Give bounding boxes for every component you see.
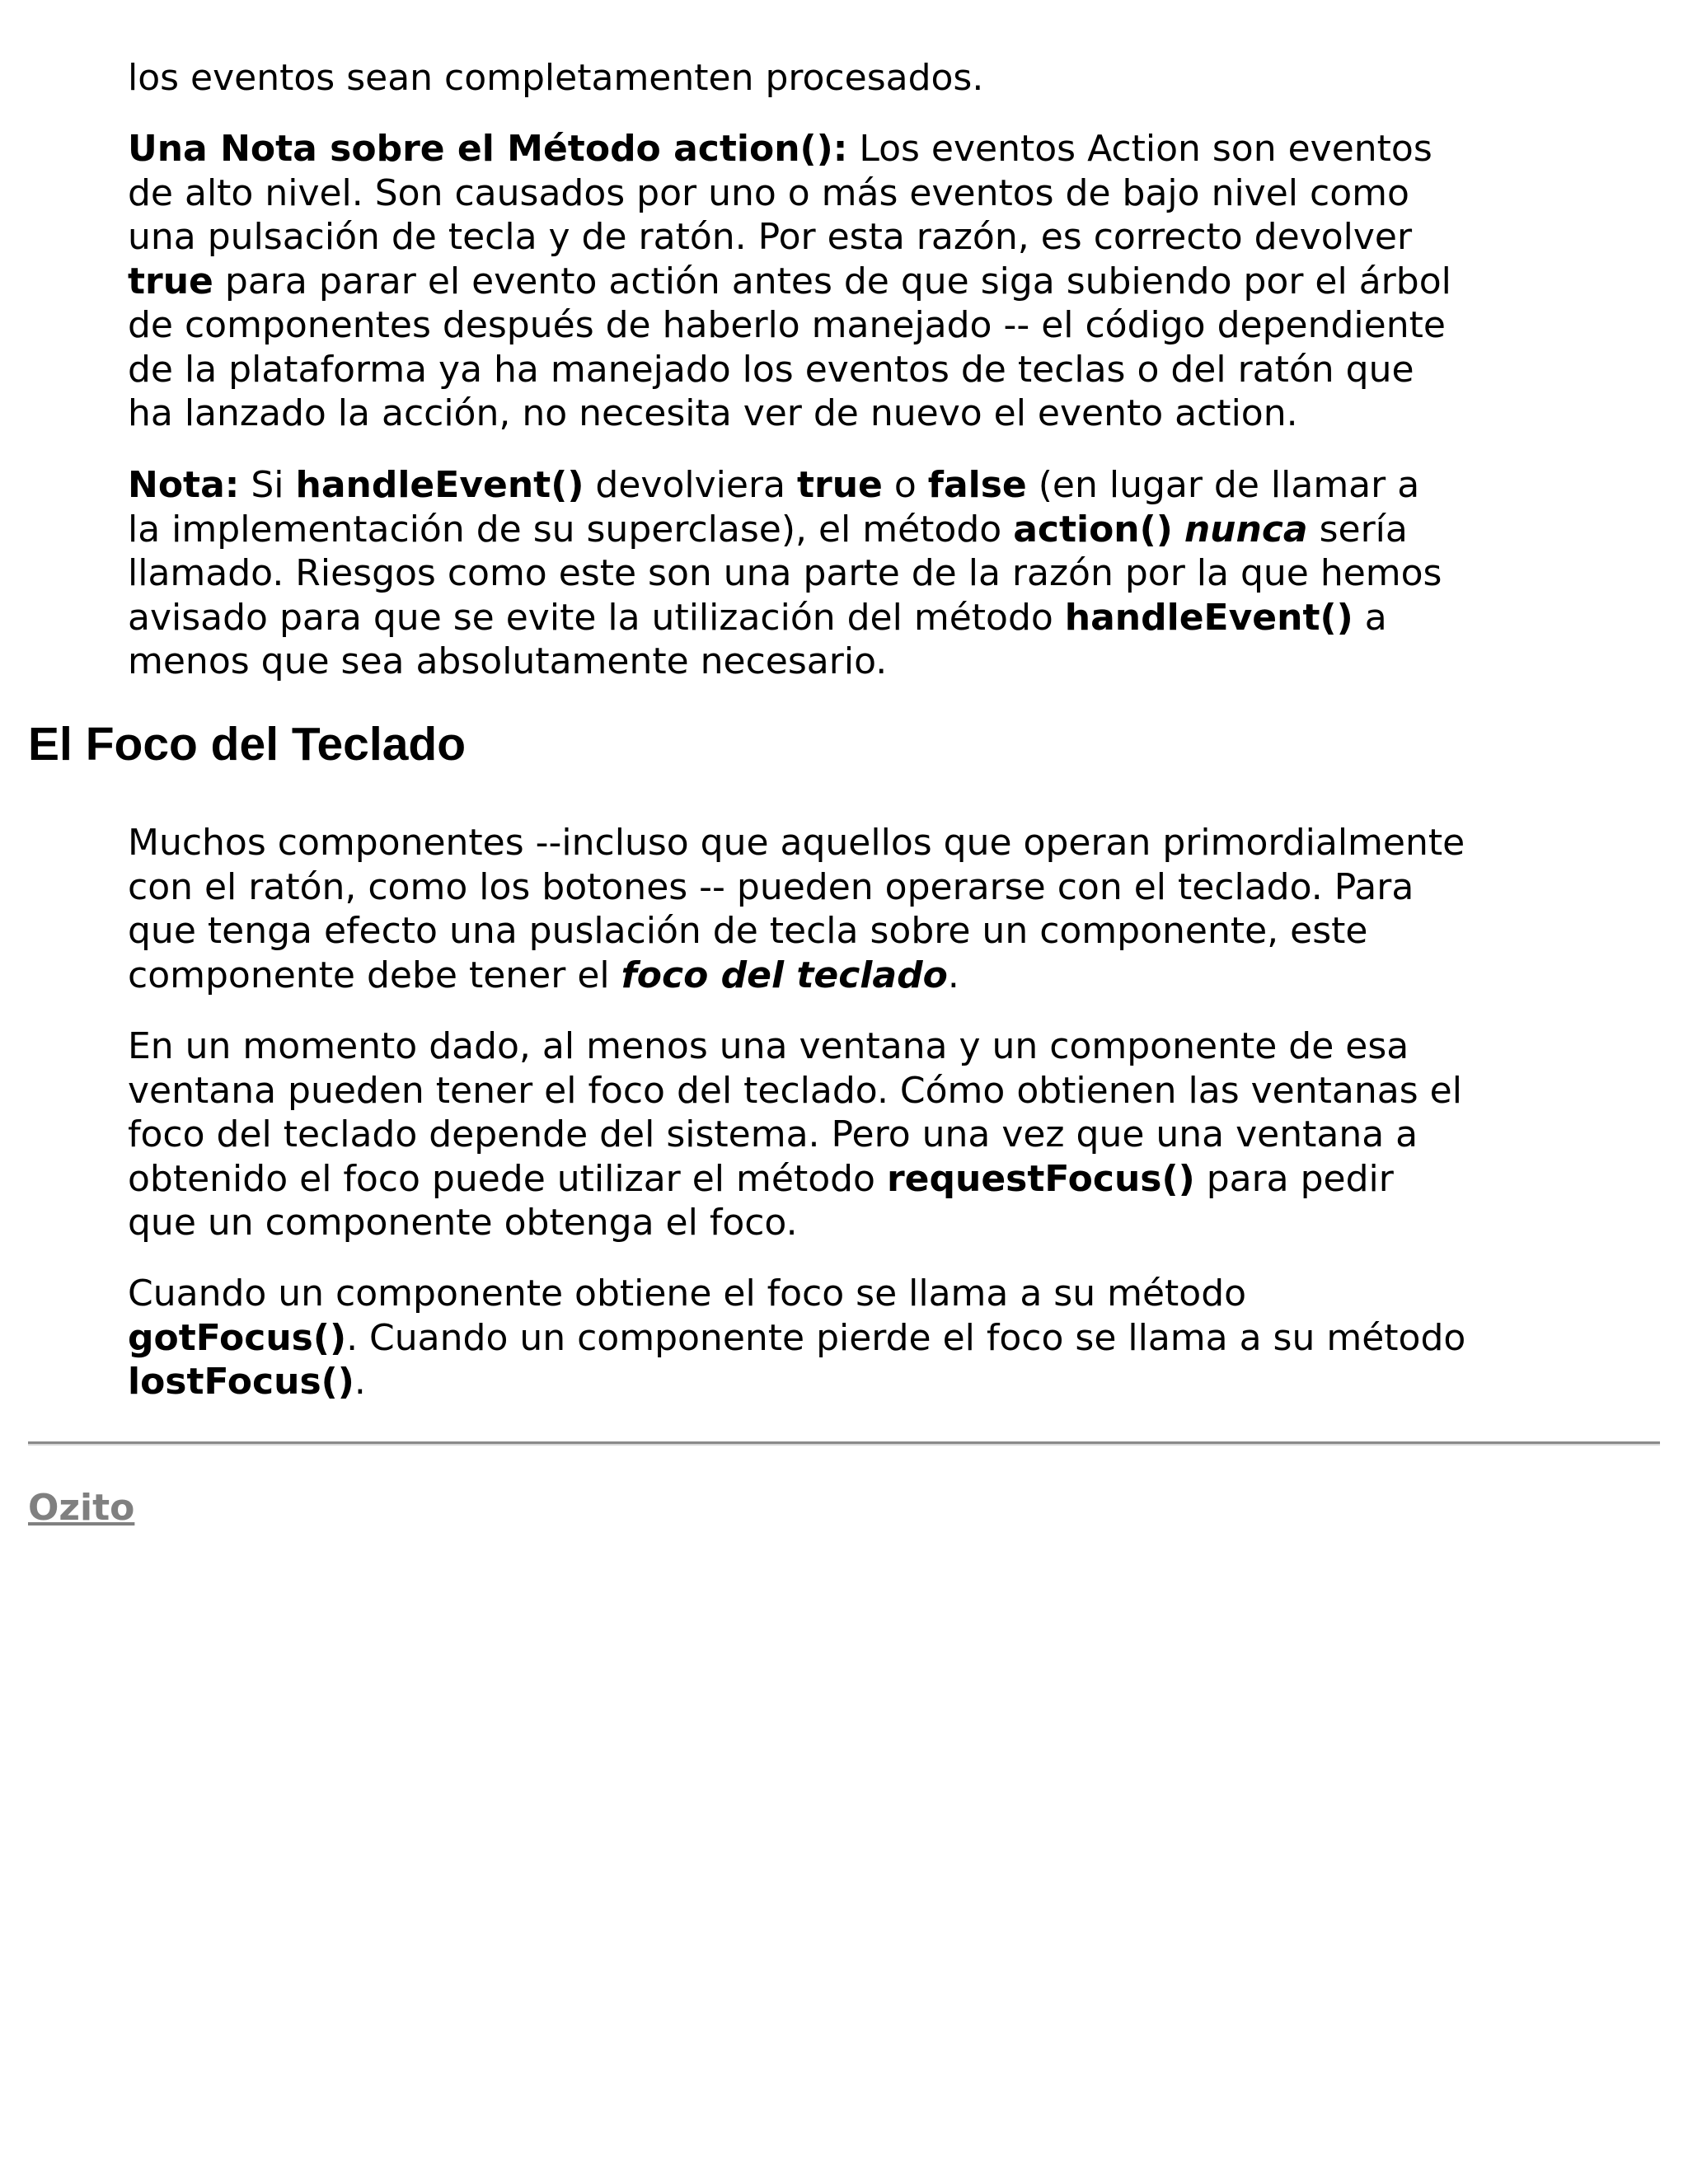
text-line: de la plataforma ya ha manejado los eventos de teclas o del ratón que: [128, 348, 1414, 391]
text-line: Nota: Si handleEvent() devolviera true o false (en lugar de llamar a: [128, 464, 1420, 506]
text-line: de alto nivel. Son causados por uno o más eventos de bajo nivel como: [128, 171, 1409, 214]
text-line: obtenido el foco puede utilizar el método requestFocus() para pedir: [128, 1157, 1394, 1200]
text-line: los eventos sean completamenten procesados.: [128, 57, 984, 99]
text-line: componente debe tener el foco del teclado.: [128, 954, 959, 996]
keyword-requestfocus: requestFocus(): [886, 1157, 1195, 1200]
keyword-gotfocus: gotFocus(): [128, 1316, 347, 1359]
intro-paragraph: [128, 56, 1661, 101]
keyword-lostfocus: lostFocus(): [128, 1361, 354, 1403]
horizontal-rule: [28, 1441, 1660, 1446]
emphasis-foco-del-teclado: foco del teclado: [621, 954, 948, 996]
text-line: En un momento dado, al menos una ventana y un componente de esa: [128, 1025, 1409, 1067]
action-note-paragraph: [128, 127, 1661, 436]
footer-link-ozito[interactable]: Ozito: [28, 1487, 135, 1529]
text-line: true para parar el evento actión antes de que siga subiendo por el árbol: [128, 260, 1451, 302]
nota-paragraph: [128, 463, 1661, 684]
text-line: la implementación de su superclase), el método action() nunca sería: [128, 508, 1408, 551]
text-line: Muchos componentes --incluso que aquellos que operan primordialmente: [128, 822, 1465, 864]
text-line: Una Nota sobre el Método action(): Los eventos Action son eventos: [128, 128, 1432, 170]
cuando-paragraph: [128, 1272, 1661, 1404]
text-line: foco del teclado depende del sistema. Pero una vez que una ventana a: [128, 1113, 1418, 1155]
section-heading: El Foco del Teclado: [28, 718, 467, 771]
text-line: una pulsación de tecla y de ratón. Por esta razón, es correcto devolver: [128, 216, 1413, 258]
text-line: llamado. Riesgos como este son una parte de la razón por la que hemos: [128, 552, 1442, 594]
keyword-handleevent: handleEvent(): [1064, 596, 1353, 639]
text-line: de componentes después de haberlo manejado -- el código dependiente: [128, 304, 1446, 346]
emphasis-nunca: nunca: [1184, 508, 1308, 551]
action-note-lead: Una Nota sobre el Método action():: [128, 128, 848, 170]
text-line: que tenga efecto una puslación de tecla sobre un componente, este: [128, 910, 1368, 952]
text-line: con el ratón, como los botones -- pueden operarse con el teclado. Para: [128, 865, 1414, 908]
keyword-true: true: [796, 464, 883, 506]
text-line: ha lanzado la acción, no necesita ver de nuevo el evento action.: [128, 392, 1298, 434]
text-line: avisado para que se evite la utilización del método handleEvent() a: [128, 596, 1387, 639]
momento-paragraph: [128, 1024, 1661, 1245]
text-line: gotFocus(). Cuando un componente pierde el foco se llama a su método: [128, 1316, 1466, 1359]
text-line: que un componente obtenga el foco.: [128, 1202, 798, 1244]
text-line: lostFocus().: [128, 1361, 366, 1403]
text-line: menos que sea absolutamente necesario.: [128, 640, 888, 682]
keyword-handleevent: handleEvent(): [295, 464, 584, 506]
keyword-false: false: [927, 464, 1027, 506]
text-line: ventana pueden tener el foco del teclado. Cómo obtienen las ventanas el: [128, 1069, 1462, 1112]
text-line: Cuando un componente obtiene el foco se llama a su método: [128, 1272, 1247, 1315]
keyword-action: action(): [1013, 508, 1173, 551]
nota-lead: Nota:: [128, 464, 240, 506]
muchos-paragraph: [128, 821, 1661, 997]
keyword-true: true: [128, 260, 213, 302]
